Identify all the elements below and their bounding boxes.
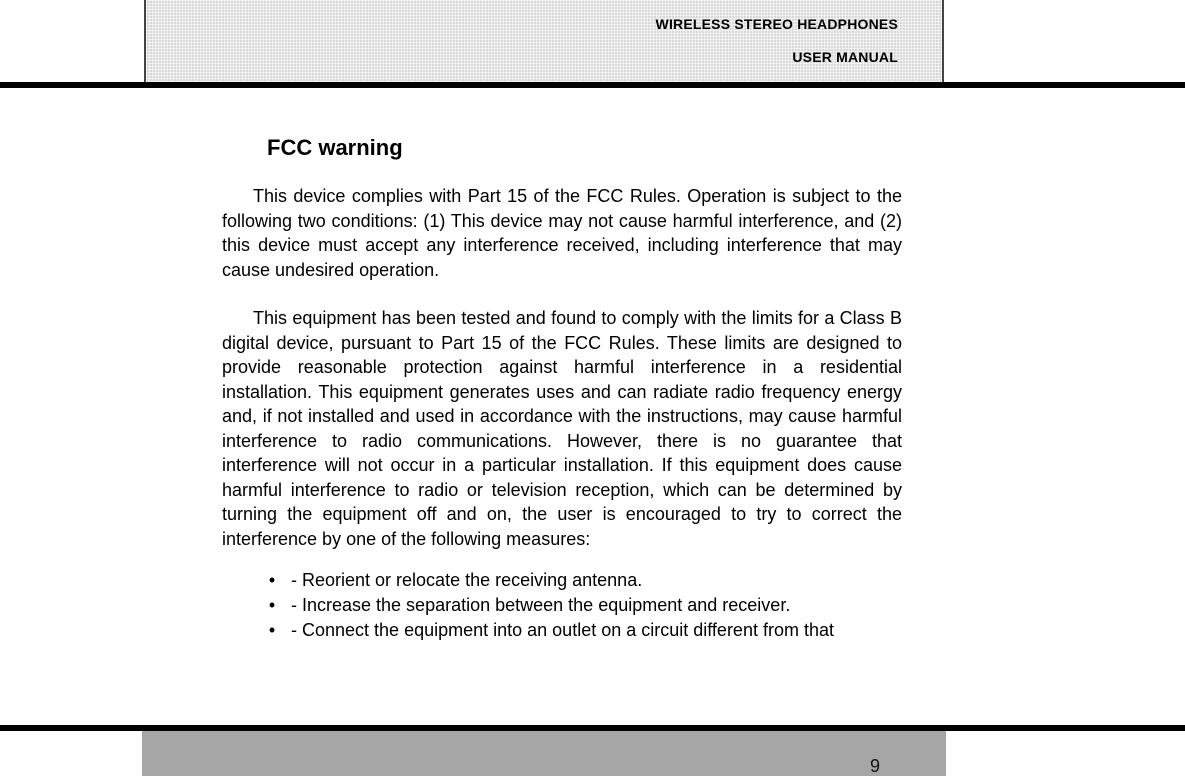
header-divider (0, 82, 1185, 88)
measures-list (222, 569, 902, 644)
bullet-icon: • (268, 570, 276, 590)
list-item (222, 619, 902, 642)
bullet-icon: • (268, 620, 276, 640)
list-item (222, 594, 902, 617)
measure-text: - Reorient or relocate the receiving antenna. (291, 570, 643, 590)
paragraph-compliance: This device complies with Part 15 of the FCC Rules. Operation is subject to the following two conditions: (1) This device may not cause harmful interference, and (2) this device must accept any interference received, including interference that may cause undesired operation. (222, 186, 902, 280)
page-footer (142, 731, 946, 776)
list-item (222, 569, 902, 592)
page-number: 9 (870, 756, 881, 776)
bullet-icon: • (268, 595, 276, 615)
paragraph-class-b: This equipment has been tested and found to comply with the limits for a Class B digital device, pursuant to Part 15 of the FCC Rules. These limits are designed to provide reasonable protection against harmful interference in a residential installation. This equipment generates uses and can radiate radio frequency energy and, if not installed and used in accordance with the instructions, may cause harmful interference to radio communications. However, there is no guarantee that interference will not occur in a particular installation. If this equipment does cause harmful interference to radio or television reception, which can be determined by turning the equipment off and on, the user is encouraged to try to correct the interference by one of the following measures: (222, 308, 902, 549)
page-header (144, 0, 944, 82)
measure-text: - Increase the separation between the equipment and receiver. (291, 595, 791, 615)
document-subtitle: USER MANUAL (792, 49, 898, 65)
section-title: FCC warning (267, 135, 403, 160)
document-title: WIRELESS STEREO HEADPHONES (655, 16, 898, 32)
measure-text: - Connect the equipment into an outlet on a circuit different from that (291, 620, 834, 640)
